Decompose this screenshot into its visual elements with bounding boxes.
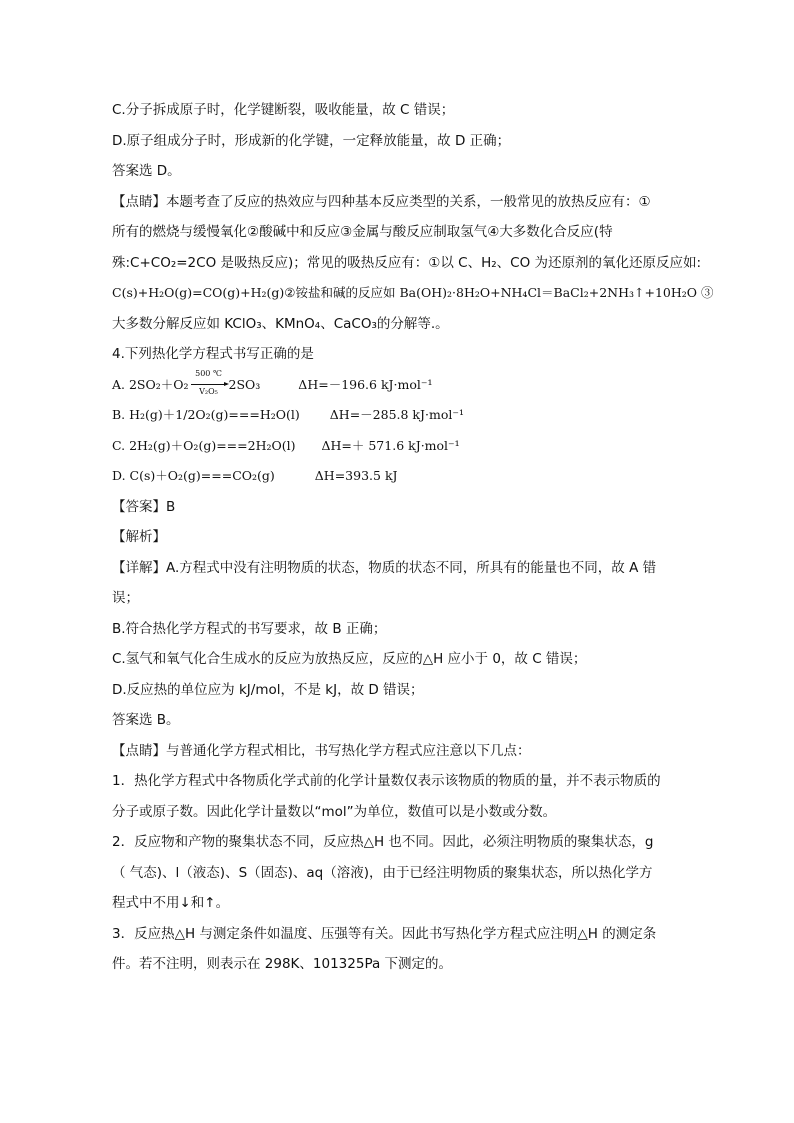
text-line: 大多数分解反应如 KClO₃、KMnO₄、CaCO₃的分解等.。 [112,315,449,332]
option-b-dh: ΔH=－285.8 kJ·mol⁻¹ [329,407,464,422]
option-c [112,431,682,462]
text-line: 误； [112,590,139,606]
option-a [112,370,682,401]
arrow-icon [191,384,227,385]
text-line: 1．热化学方程式中各物质化学式前的化学计量数仅表示该物质的物质的量，并不表示物质的 [112,773,661,789]
option-c-eq: C. 2H₂(g)＋O₂(g)===2H₂O(l) [112,437,296,453]
option-c-dh: ΔH=＋ 571.6 kJ·mol⁻¹ [321,437,460,453]
text-line: B.符合热化学方程式的书写要求，故 B 正确； [112,620,387,637]
option-b-eq: B. H₂(g)＋1/2O₂(g)===H₂O(l) [112,407,300,422]
option-a-right: 2SO₃ [228,376,261,392]
text-line: 【详解】A.方程式中没有注明物质的状态，物质的状态不同，所具有的能量也不同，故 A 错 [112,559,657,576]
analysis-label: 【解析】 [112,529,166,545]
text-line: （ 气态)、l（液态)、S（固态)、aq（溶液)，由于已经注明物质的聚集状态，所以热化学方 [112,864,653,881]
arrow-condition-bottom: V₂O₅ [199,387,218,396]
text-line: C(s)+H₂O(g)=CO(g)+H₂(g)②铵盐和碱的反应如 Ba(OH)₂·8H₂O+NH₄Cl＝BaCl₂+2NH₃↑+10H₂O ③ [112,285,714,300]
option-a-dh: ΔH=－196.6 kJ·mol⁻¹ [298,376,433,392]
question-title: 4.下列热化学方程式书写正确的是 [112,346,314,362]
text-line: C.氢气和氧气化合生成水的反应为放热反应，反应的△H 应小于 0，故 C 错误； [112,651,587,667]
option-a-left: A. 2SO₂＋O₂ [112,376,189,392]
option-d-dh: ΔH=393.5 kJ [314,468,398,483]
text-line: C.分子拆成原子时，化学键断裂，吸收能量，故 C 错误； [112,102,455,118]
reaction-arrow [189,369,229,396]
text-line: 【点睛】与普通化学方程式相比，书写热化学方程式应注意以下几点： [112,742,531,759]
text-line: 分子或原子数。因此化学计量数以“mol”为单位，数值可以是小数或分数。 [112,803,557,820]
text-line: 所有的燃烧与缓慢氧化②酸碱中和反应③金属与酸反应制取氢气④大多数化合反应(特 [112,224,613,240]
text-line: 2．反应物和产物的聚集状态不同，反应热△H 也不同。因此，必须注明物质的聚集状态，g [112,834,654,850]
text-line: 3．反应热△H 与测定条件如温度、压强等有关。因此书写热化学方程式应注明△H 的测定条 [112,925,657,942]
option-d-eq: D. C(s)＋O₂(g)===CO₂(g) [112,468,275,483]
arrow-condition-top: 500 ℃ [195,369,222,378]
text-line: 答案选 D。 [112,163,181,179]
text-line: 【点睛】本题考查了反应的热效应与四种基本反应类型的关系，一般常见的放热反应有：① [112,193,651,210]
text-line: D.反应热的单位应为 kJ/mol，不是 kJ，故 D 错误； [112,681,424,698]
option-d [112,461,682,492]
text-line: D.原子组成分子时，形成新的化学键，一定释放能量，故 D 正确； [112,132,511,149]
text-line: 殊:C+CO₂=2CO 是吸热反应)；常见的吸热反应有：①以 C、H₂、CO 为还原剂的氧化还原反应如: [112,254,702,271]
text-line: 答案选 B。 [112,712,180,728]
option-b [112,400,682,431]
document-page [112,95,714,980]
answer-label: 【答案】B [112,498,176,515]
text-line: 件。若不注明，则表示在 298K、101325Pa 下测定的。 [112,956,453,972]
text-line: 程式中不用↓和↑。 [112,895,230,911]
